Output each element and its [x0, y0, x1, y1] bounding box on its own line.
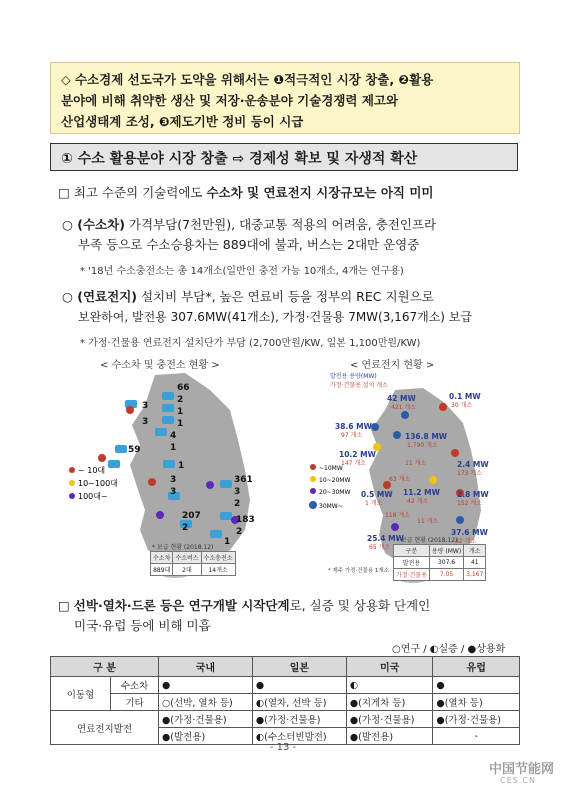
- mw-label: 0.1 MW: [449, 392, 481, 401]
- count-label: 11 개소: [405, 460, 427, 467]
- legend-dot-yellow: [310, 476, 316, 482]
- paragraph-emphasis: 선박·열차·드론 등은 연구개발 시작단계: [73, 598, 290, 613]
- count-label: 2: [177, 395, 184, 405]
- table-header: 미국: [346, 657, 433, 677]
- legend-dot-purple: [69, 493, 75, 499]
- table-header: 유럽: [433, 657, 520, 677]
- intro-line-3: 산업생태계 조성, ❸제도기반 정비 등이 시급: [61, 114, 304, 129]
- table-header: 구 분: [51, 657, 159, 677]
- dot-over-100: [206, 481, 214, 489]
- dot-under-10: [148, 478, 156, 486]
- intro-line-2: 분야에 비해 취약한 생산 및 저장·운송분야 기술경쟁력 제고와: [61, 93, 399, 108]
- paragraph-prefix: □: [58, 598, 74, 613]
- count-label: 1: [224, 537, 231, 547]
- comparison-table: [50, 656, 520, 745]
- left-table-caption: * 보급 현황 (2018.12): [152, 544, 214, 551]
- count-label: 361: [234, 475, 253, 485]
- mw-label: 25.4 MW: [367, 534, 404, 543]
- car-icon: [155, 428, 167, 436]
- table-cell: ●(발전용): [346, 728, 433, 745]
- count-label: 1 개소: [365, 500, 383, 507]
- table-cell: 가정·건물용: [394, 569, 430, 581]
- count-label: 207: [182, 511, 201, 521]
- table-cell: 889대: [151, 564, 173, 576]
- mw-label: 42 MW: [387, 394, 416, 403]
- count-label: 66: [177, 383, 190, 393]
- car-icon: [162, 404, 174, 412]
- table-header: 개소: [464, 545, 486, 557]
- count-label: 3: [234, 487, 241, 497]
- mw-label: 37.6 MW: [451, 528, 488, 537]
- dot-30mw-plus: [456, 516, 464, 524]
- legend-dot-red: [310, 464, 316, 470]
- count-label: 147 개소: [341, 460, 366, 467]
- paragraph-market-size: [58, 183, 434, 203]
- hydrogen-car-line-1: 가격부담(7천만원), 대중교통 적용의 어려움, 충전인프라: [124, 217, 437, 232]
- table-header: 용량 (MW): [429, 545, 463, 557]
- fuel-cell-head: ○ (연료전지): [62, 289, 137, 304]
- table-header: 일본: [252, 657, 346, 677]
- count-label: 3: [170, 475, 177, 485]
- dot-under-10: [126, 406, 134, 414]
- table-header: 수소차: [151, 552, 173, 564]
- count-label: 2: [236, 527, 243, 537]
- count-label: 65 개소: [369, 544, 391, 551]
- paragraph-prefix: □ 최고 수준의 기술력에도: [58, 185, 207, 200]
- paragraph-rest: 로, 실증 및 상용화 단계인: [289, 598, 431, 613]
- count-label: 1: [177, 407, 184, 417]
- table-header: 구분: [394, 545, 430, 557]
- table-cell: ●(가정·건물용): [433, 711, 520, 728]
- table-header: 수소충전소: [201, 552, 235, 564]
- car-icon: [220, 480, 232, 488]
- table-cell: 41: [464, 557, 486, 569]
- paragraph-hydrogen-car: [62, 215, 436, 255]
- right-table-caption: * 보급 현황 (2018.12): [396, 537, 458, 544]
- count-label: 4: [170, 431, 177, 441]
- count-label: 11 개소: [417, 518, 439, 525]
- mw-label: 136.8 MW: [405, 432, 448, 441]
- fuel-cell-line-1: 설치비 부담*, 높은 연료비 등을 정부의 REC 지원으로: [137, 289, 434, 304]
- intro-line-1: ◇ 수소경제 선도국가 도약을 위해서는 ❶적극적인 시장 창출, ❷활용: [61, 72, 434, 87]
- legend-label: ~ 10대: [78, 466, 106, 475]
- mw-label: 38.6 MW: [335, 422, 372, 431]
- legend-dot-yellow: [69, 480, 75, 486]
- table-cell: 7.05: [429, 569, 463, 581]
- car-icon: [108, 460, 120, 468]
- table-cell: ○(선박, 열차 등): [159, 694, 253, 711]
- count-label: 42 개소: [407, 498, 429, 505]
- dot-under-10mw: [451, 449, 459, 457]
- table-cell: ◐(수소터빈발전): [252, 728, 346, 745]
- dot-under-10: [98, 454, 106, 462]
- count-label: 1: [170, 443, 177, 453]
- car-icon: [210, 530, 222, 538]
- right-map-header-2: 가정·건물용 설치 개소: [330, 382, 388, 389]
- count-label: 2: [182, 523, 189, 533]
- table-cell: ●: [433, 677, 520, 694]
- section-title: ① 수소 활용분야 시장 창출 ⇨ 경제성 확보 및 자생적 확산: [50, 143, 518, 171]
- dot-30mw-plus: [393, 431, 401, 439]
- dot-30mw-plus: [401, 411, 409, 419]
- table-cell: ◐: [346, 677, 433, 694]
- table-cell: ◐(열차, 선박 등): [252, 694, 346, 711]
- table-row: [51, 694, 520, 711]
- row-group-label: 연료전지발전: [51, 711, 159, 745]
- left-map-title: < 수소차 및 충전소 현황 >: [100, 360, 220, 371]
- dot-10-20mw: [429, 476, 437, 484]
- table-cell: ●(발전용): [159, 728, 253, 745]
- dot-20-30mw: [391, 523, 399, 531]
- row-sub-label: 기타: [111, 694, 159, 711]
- table-row: [51, 711, 520, 728]
- count-label: 173 개소: [457, 470, 482, 477]
- count-label: 30 개소: [451, 402, 473, 409]
- legend-dot-purple: [310, 488, 316, 494]
- mw-label: 11.2 MW: [403, 488, 440, 497]
- legend-dot-red: [69, 467, 75, 473]
- page-number: - 13 -: [269, 742, 297, 753]
- left-summary-table: [150, 551, 236, 576]
- right-map-header-1: 발전용 용량(MW): [330, 373, 377, 380]
- legend-label: ~10MW: [319, 465, 343, 472]
- legend-label: 100대~: [78, 492, 108, 501]
- dot-over-100: [156, 511, 164, 519]
- table-cell: 14개소: [201, 564, 235, 576]
- count-label: 3: [170, 487, 177, 497]
- mw-label: 2.8 MW: [457, 490, 489, 499]
- count-label: 1,790 개소: [407, 442, 438, 449]
- table-cell: 307.6: [429, 557, 463, 569]
- dot-under-10mw: [439, 403, 447, 411]
- table-cell: ●: [159, 677, 253, 694]
- watermark-logo: 中国节能网: [488, 762, 554, 777]
- watermark-sub: CES.CN: [500, 776, 536, 785]
- table-cell: ●(열차 등): [433, 694, 520, 711]
- count-label: 421 개소: [391, 404, 416, 411]
- hydrogen-car-head: ○ (수소차): [62, 217, 125, 232]
- intro-summary-box: [50, 62, 520, 134]
- count-label: 3: [142, 401, 149, 411]
- car-icon: [115, 445, 127, 453]
- count-label: 59: [128, 445, 141, 455]
- table-cell: ●(가정·건물용): [159, 711, 253, 728]
- right-summary-table: [393, 544, 486, 581]
- fuel-cell-line-2: 보완하여, 발전용 307.6MW(41개소), 가정·건물용 7MW(3,167개소) 보급: [78, 310, 472, 324]
- car-icon: [220, 512, 232, 520]
- legend-dot-blue: [309, 501, 317, 509]
- count-label: 42 개소: [455, 538, 477, 545]
- legend-label: 10~100대: [78, 479, 118, 488]
- car-icon: [162, 416, 174, 424]
- table-row: [51, 677, 520, 694]
- mw-label: 2.4 MW: [457, 460, 489, 469]
- table-cell: ●(가정·건물용): [346, 711, 433, 728]
- hydrogen-car-line-2: 부족 등으로 수소승용차는 889대에 불과, 버스는 2대만 운영중: [78, 237, 420, 252]
- count-label: 3: [142, 417, 149, 427]
- dot-30mw-plus: [371, 423, 379, 431]
- car-icon: [162, 392, 174, 400]
- paragraph-line-2: 미국·유럽 등에 비해 미흡: [74, 618, 211, 633]
- count-label: 1: [177, 419, 184, 429]
- count-label: 152 개소: [457, 500, 482, 507]
- paragraph-fuel-cell: [62, 287, 472, 327]
- right-map-title: < 연료전지 현황 >: [350, 360, 435, 371]
- car-icon: [163, 460, 175, 468]
- legend-label: 10~20MW: [319, 477, 351, 484]
- paragraph-emphasis: 수소차 및 연료전지 시장규모는 아직 미미: [206, 185, 434, 200]
- fuel-cell-note: * 가정·건물용 연료전지 설치단가 부담 (2,700만원/KW, 일본 1,100만원/KW): [80, 338, 421, 349]
- table-cell: 3,167: [464, 569, 486, 581]
- count-label: 2: [234, 499, 241, 509]
- table-cell: ●(지게차 등): [346, 694, 433, 711]
- table-cell: -: [433, 728, 520, 745]
- row-group-label: 이동형: [51, 677, 111, 711]
- status-legend: ○연구 / ◐실증 / ●상용화: [392, 644, 506, 655]
- table-cell: ●(가정·건물용): [252, 711, 346, 728]
- table-cell: 2대: [173, 564, 201, 576]
- count-label: 183: [236, 515, 255, 525]
- table-header: 국내: [159, 657, 253, 677]
- hydrogen-car-note: * '18년 수소충전소는 총 14개소(일반인 충전 가능 10개소, 4개는 연구용): [80, 266, 404, 277]
- count-label: 118 개소: [385, 512, 410, 519]
- row-sub-label: 수소차: [111, 677, 159, 694]
- table-cell: 발전용: [394, 557, 430, 569]
- count-label: 97 개소: [341, 432, 363, 439]
- mw-label: 0.5 MW: [361, 490, 393, 499]
- legend-label: 30MW~: [319, 503, 343, 510]
- mw-label: 10.2 MW: [339, 450, 376, 459]
- count-label: 63 개소: [389, 476, 411, 483]
- table-header: 수소버스: [173, 552, 201, 564]
- table-cell: ●: [252, 677, 346, 694]
- right-map-footnote: * 제주 가정·건물용 1개소: [328, 568, 390, 574]
- count-label: 1: [178, 461, 185, 471]
- paragraph-ships-trains-drones: [58, 596, 430, 636]
- legend-label: 20~30MW: [319, 489, 351, 496]
